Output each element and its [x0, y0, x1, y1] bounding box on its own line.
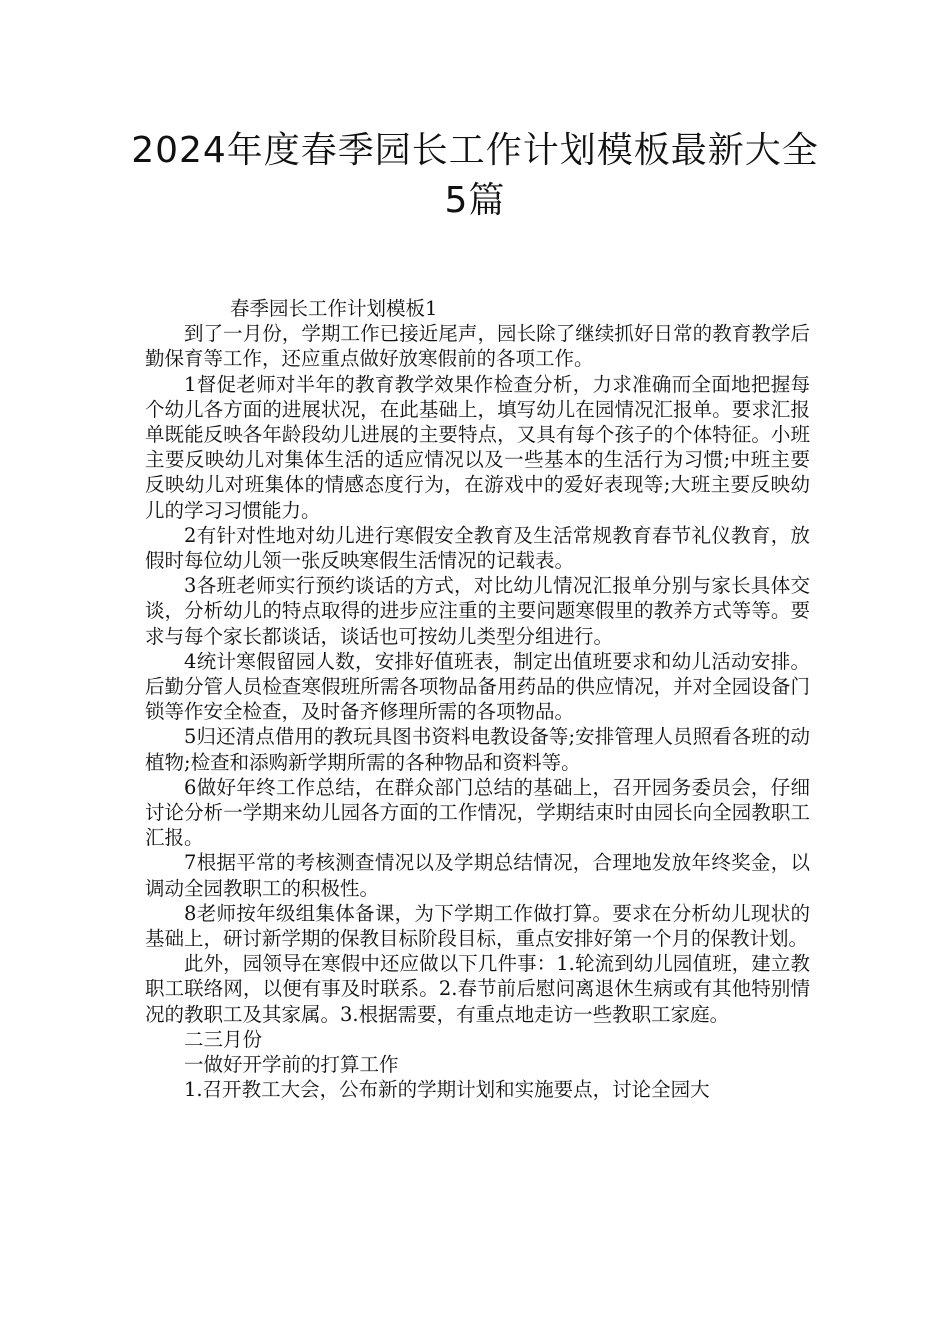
- paragraph: 1.召开教工大会，公布新的学期计划和实施要点，讨论全园大: [184, 1078, 710, 1102]
- paragraph: 8老师按年级组集体备课，为下学期工作做打算。要求在分析幼儿现状的基础上，研讨新学期的保教目标阶段目标，重点安排好第一个月的保教计划。: [145, 901, 810, 951]
- paragraph: 2有针对性地对幼儿进行寒假安全教育及生活常规教育春节礼仪教育，放假时每位幼儿领一张反映寒假生活情况的记载表。: [145, 523, 810, 573]
- section-heading: 一做好开学前的打算工作: [184, 1053, 399, 1077]
- paragraph: 此外，园领导在寒假中还应做以下几件事：1.轮流到幼儿园值班，建立教职工联络网，以便有事及时联系。2.春节前后慰问离退休生病或有其他特别情况的教职工及其家属。3.根据需要，有重点地走访一些教职工家庭。: [145, 952, 810, 1026]
- paragraph: 6做好年终工作总结，在群众部门总结的基础上，召开园务委员会，仔细讨论分析一学期来幼儿园各方面的工作情况，学期结束时由园长向全园教职工汇报。: [145, 775, 810, 850]
- document-body: [145, 296, 810, 1103]
- section-heading: 二三月份: [184, 1027, 263, 1051]
- paragraph: 到了一月份，学期工作已接近尾声，园长除了继续抓好日常的教育教学后勤保育等工作，还应重点做好放寒假前的各项工作。: [145, 322, 810, 371]
- paragraph: 3各班老师实行预约谈话的方式，对比幼儿情况汇报单分别与家长具体交谈，分析幼儿的特点取得的进步应注重的主要问题寒假里的教养方式等等。要求与每个家长都谈话，谈话也可按幼儿类型分组进行。: [145, 574, 810, 648]
- paragraph: 5归还清点借用的教玩具图书资料电教设备等;安排管理人员照看各班的动植物;检查和添购新学期所需的各种物品和资料等。: [145, 725, 810, 774]
- paragraph: 1督促老师对半年的教育教学效果作检查分析，力求准确而全面地把握每个幼儿各方面的进展状况，在此基础上，填写幼儿在园情况汇报单。要求汇报单既能反映各年龄段幼儿进展的主要特点，又具有每个孩子的个体特征。小班主要反映幼儿对集体生活的适应情况以及一些基本的生活行为习惯;中班主要反映幼儿对班集体的情感态度行为，在游戏中的爱好表现等;大班主要反映幼儿的学习习惯能力。: [145, 372, 810, 522]
- paragraph: 4统计寒假留园人数，安排好值班表，制定出值班要求和幼儿活动安排。后勤分管人员检查寒假班所需各项物品备用药品的供应情况，并对全园设备门锁等作安全检查，及时备齐修理所需的各项物品。: [145, 649, 810, 724]
- document-title: 2024年度春季园长工作计划模板最新大全5篇: [131, 130, 819, 221]
- section-heading: 春季园长工作计划模板1: [230, 297, 438, 320]
- paragraph: 7根据平常的考核测查情况以及学期总结情况，合理地发放年终奖金，以调动全园教职工的积极性。: [145, 851, 810, 900]
